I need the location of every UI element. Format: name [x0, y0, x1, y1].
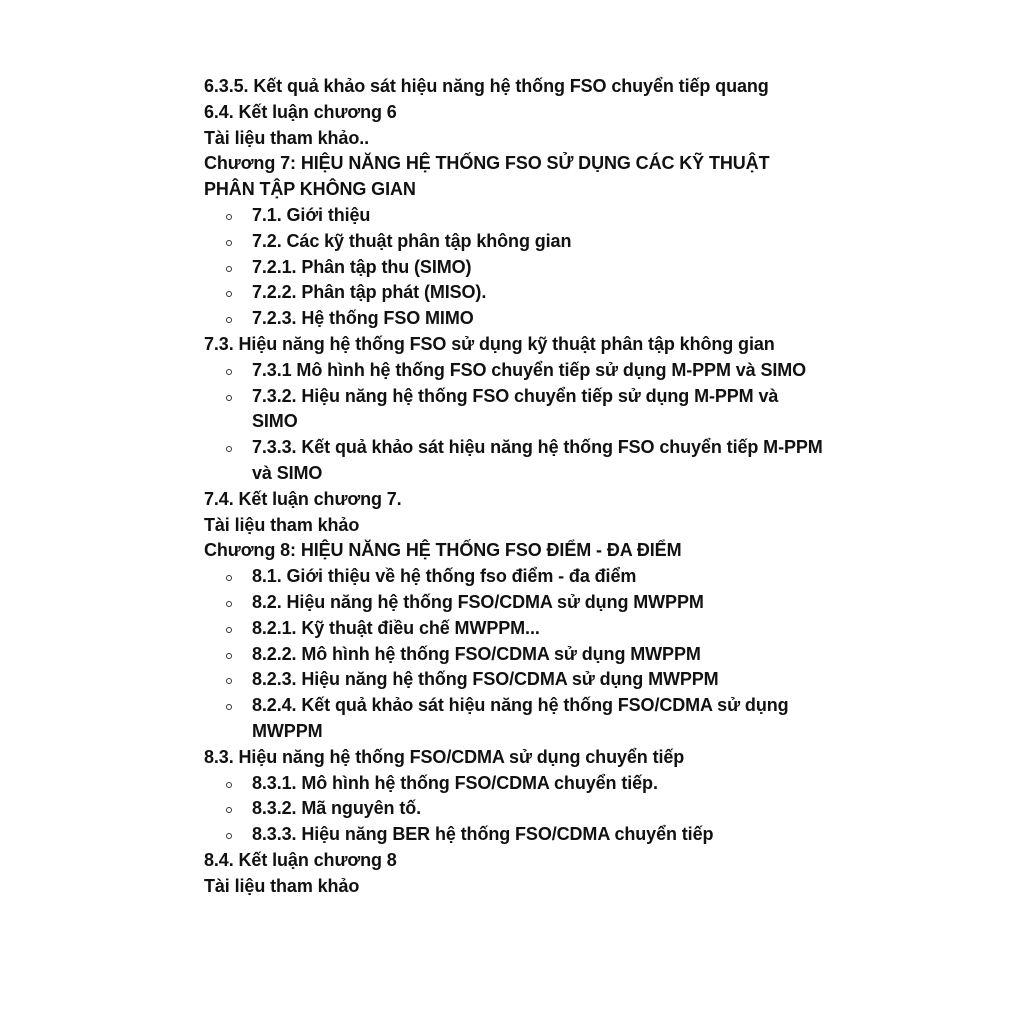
- chapter-heading: Chương 7: HIỆU NĂNG HỆ THỐNG FSO SỬ DỤNG CÁC KỸ THUẬT PHÂN TẬP KHÔNG GIAN: [204, 153, 770, 200]
- toc-subentry-label: 8.2.2. Mô hình hệ thống FSO/CDMA sử dụng MWPPM: [252, 643, 701, 664]
- toc-sublist: [204, 203, 824, 332]
- circle-bullet-icon: [226, 601, 232, 607]
- circle-bullet-icon: [226, 214, 232, 220]
- toc-subentry: [204, 203, 824, 229]
- toc-subentry: [204, 642, 824, 668]
- toc-subentry-label: 8.3.2. Mã nguyên tố.: [252, 798, 422, 819]
- toc-subentry: [204, 384, 824, 436]
- toc-subentry-label: 8.1. Giới thiệu về hệ thống fso điểm - đa điểm: [252, 566, 637, 587]
- toc-sublist: [204, 564, 824, 745]
- circle-bullet-icon: [226, 653, 232, 659]
- toc-subentry: [204, 229, 824, 255]
- toc-subentry-label: 8.2.3. Hiệu năng hệ thống FSO/CDMA sử dụng MWPPM: [252, 669, 719, 690]
- toc-subentry: [204, 435, 824, 487]
- toc-entry: 7.4. Kết luận chương 7.: [204, 488, 402, 509]
- toc-subentry-label: 7.3.2. Hiệu năng hệ thống FSO chuyển tiếp sử dụng M-PPM và SIMO: [252, 385, 779, 432]
- toc-subentry-label: 8.3.1. Mô hình hệ thống FSO/CDMA chuyển tiếp.: [252, 772, 658, 793]
- toc-entry: 7.3. Hiệu năng hệ thống FSO sử dụng kỹ thuật phân tập không gian: [204, 333, 775, 354]
- circle-bullet-icon: [226, 446, 232, 452]
- toc-entry: 8.3. Hiệu năng hệ thống FSO/CDMA sử dụng chuyển tiếp: [204, 746, 685, 767]
- toc-subentry-label: 7.2. Các kỹ thuật phân tập không gian: [252, 230, 572, 251]
- toc-subentry: [204, 564, 824, 590]
- chapter-heading: Chương 8: HIỆU NĂNG HỆ THỐNG FSO ĐIỂM - ĐA ĐIỂM: [204, 540, 682, 561]
- toc-subentry-label: 8.3.3. Hiệu năng BER hệ thống FSO/CDMA chuyển tiếp: [252, 824, 714, 845]
- toc-entry: 6.3.5. Kết quả khảo sát hiệu năng hệ thống FSO chuyển tiếp quang: [204, 76, 769, 96]
- toc-subentry: [204, 796, 824, 822]
- toc-subentry: [204, 255, 824, 281]
- toc-entry: 6.4. Kết luận chương 6: [204, 101, 397, 122]
- toc-subentry-label: 8.2. Hiệu năng hệ thống FSO/CDMA sử dụng MWPPM: [252, 591, 704, 612]
- circle-bullet-icon: [226, 240, 232, 246]
- toc-subentry-label: 7.2.1. Phân tập thu (SIMO): [252, 256, 472, 277]
- circle-bullet-icon: [226, 782, 232, 788]
- circle-bullet-icon: [226, 704, 232, 710]
- toc-subentry: [204, 667, 824, 693]
- toc-subentry-label: 7.2.3. Hệ thống FSO MIMO: [252, 308, 474, 329]
- toc-subentry: [204, 590, 824, 616]
- toc-sublist: [204, 358, 824, 487]
- toc-subentry-label: 8.2.4. Kết quả khảo sát hiệu năng hệ thống FSO/CDMA sử dụng MWPPM: [252, 695, 789, 741]
- circle-bullet-icon: [226, 266, 232, 272]
- toc-entry: 8.4. Kết luận chương 8: [204, 849, 397, 870]
- toc-subentry: [204, 306, 824, 332]
- circle-bullet-icon: [226, 833, 232, 839]
- toc-subentry: [204, 771, 824, 797]
- toc-subentry-label: 7.2.2. Phân tập phát (MISO).: [252, 282, 487, 303]
- toc-subentry-label: 7.3.3. Kết quả khảo sát hiệu năng hệ thống FSO chuyển tiếp M-PPM và SIMO: [252, 437, 823, 483]
- circle-bullet-icon: [226, 678, 232, 684]
- toc-subentry: [204, 616, 824, 642]
- toc-subentry: [204, 822, 824, 848]
- circle-bullet-icon: [226, 627, 232, 633]
- toc-entry: Tài liệu tham khảo: [204, 875, 360, 896]
- circle-bullet-icon: [226, 369, 232, 375]
- toc-entry: Tài liệu tham khảo..: [204, 127, 370, 148]
- toc-subentry-label: 8.2.1. Kỹ thuật điều chế MWPPM...: [252, 617, 540, 638]
- toc-subentry-label: 7.1. Giới thiệu: [252, 204, 371, 225]
- toc-subentry: [204, 280, 824, 306]
- toc-entry: Tài liệu tham khảo: [204, 514, 360, 535]
- circle-bullet-icon: [226, 291, 232, 297]
- circle-bullet-icon: [226, 575, 232, 581]
- toc-subentry: [204, 693, 824, 745]
- toc-subentry: [204, 358, 824, 384]
- table-of-contents: [204, 74, 824, 900]
- circle-bullet-icon: [226, 807, 232, 813]
- toc-subentry-label: 7.3.1 Mô hình hệ thống FSO chuyển tiếp sử dụng M-PPM và SIMO: [252, 359, 807, 380]
- circle-bullet-icon: [226, 317, 232, 323]
- circle-bullet-icon: [226, 395, 232, 401]
- toc-sublist: [204, 771, 824, 848]
